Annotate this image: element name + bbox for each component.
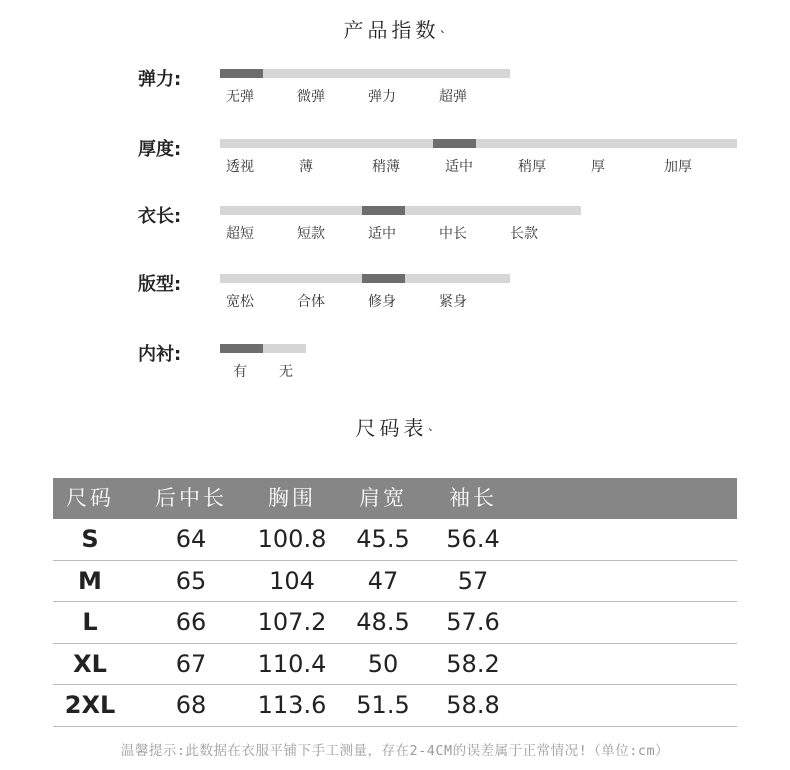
metric-bar-indicator: [362, 206, 405, 215]
size-cell: XL: [73, 649, 107, 678]
measurement-cell: 51.5: [356, 691, 410, 720]
measurement-cell: 110.4: [257, 649, 327, 678]
metric-option-label: 有: [233, 364, 247, 380]
measurement-cell: 57: [457, 566, 489, 595]
metric-label: 版型:: [138, 274, 182, 295]
metric-bar-indicator: [433, 139, 476, 148]
column-header: 尺码: [66, 486, 114, 510]
title-tick-mark: ˎ: [439, 17, 447, 34]
measurement-cell: 50: [367, 649, 399, 678]
metric-bar-track: [220, 274, 510, 283]
measurement-cell: 47: [367, 566, 399, 595]
size-chart-title: [0, 412, 790, 441]
metric-option-label: 薄: [299, 159, 313, 175]
measurement-cell: 100.8: [257, 525, 327, 553]
column-header: 肩宽: [359, 486, 407, 510]
size-title-tick-mark: ˎ: [427, 415, 435, 432]
metric-label: 衣长:: [138, 206, 182, 227]
size-cell: S: [81, 525, 99, 553]
metric-option-label: 稍薄: [372, 159, 400, 175]
metric-option-label: 稍厚: [518, 159, 546, 175]
measurement-cell: 56.4: [446, 525, 500, 553]
table-row: [53, 519, 737, 561]
size-table-body: [53, 519, 737, 727]
table-row: [53, 602, 737, 644]
measurement-cell: 113.6: [257, 691, 327, 720]
metric-option-label: 超弹: [439, 89, 467, 105]
measurement-cell: 68: [175, 691, 207, 720]
product-indices-title-text: 产品指数: [343, 18, 440, 42]
column-header: 袖长: [449, 486, 497, 510]
measurement-cell: 104: [269, 566, 315, 595]
metric-option-label: 适中: [368, 226, 396, 242]
size-table-header: [53, 478, 737, 519]
metric-bar-track: [220, 139, 737, 148]
measurement-cell: 64: [175, 525, 207, 553]
measurement-cell: 58.8: [446, 691, 500, 720]
metric-option-label: 加厚: [664, 159, 692, 175]
product-indices-title: [0, 14, 790, 43]
metric-option-label: 宽松: [226, 294, 254, 310]
metric-bar-indicator: [220, 344, 263, 353]
metric-label: 内衬:: [138, 344, 182, 365]
size-cell: L: [82, 608, 98, 637]
metric-option-label: 合体: [297, 294, 325, 310]
metric-bar-indicator: [362, 274, 405, 283]
table-row: [53, 561, 737, 603]
metric-option-label: 透视: [226, 159, 254, 175]
measurement-cell: 67: [175, 649, 207, 678]
size-table: [53, 478, 737, 727]
metric-label: 弹力:: [138, 69, 182, 90]
metric-option-label: 紧身: [439, 294, 467, 310]
measurement-cell: 58.2: [446, 649, 500, 678]
metric-option-label: 中长: [439, 226, 467, 242]
size-cell: 2XL: [64, 691, 116, 720]
metric-option-label: 短款: [297, 226, 325, 242]
table-row: [53, 685, 737, 727]
metric-option-label: 适中: [445, 159, 473, 175]
measurement-cell: 48.5: [356, 608, 410, 637]
size-cell: M: [78, 566, 102, 595]
metric-option-label: 长款: [510, 226, 538, 242]
metric-option-label: 无: [279, 364, 293, 380]
metric-bar-indicator: [220, 69, 263, 78]
measurement-cell: 57.6: [446, 608, 500, 637]
column-header: 后中长: [155, 486, 227, 510]
metric-option-label: 无弹: [226, 89, 254, 105]
measurement-cell: 65: [175, 566, 207, 595]
metric-option-label: 微弹: [297, 89, 325, 105]
measurement-cell: 107.2: [257, 608, 327, 637]
metric-bar-track: [220, 344, 306, 353]
metric-option-label: 弹力: [368, 89, 396, 105]
metric-bar-track: [220, 206, 581, 215]
table-row: [53, 644, 737, 686]
measurement-cell: 66: [175, 608, 207, 637]
measurement-note: 温馨提示:此数据在衣服平铺下手工测量，存在2-4CM的误差属于正常情况!（单位:cm）: [120, 743, 670, 759]
metric-option-label: 修身: [368, 294, 396, 310]
metric-option-label: 厚: [591, 159, 605, 175]
metric-option-label: 超短: [226, 226, 254, 242]
size-chart-title-text: 尺码表: [355, 416, 428, 440]
column-header: 胸围: [268, 486, 316, 510]
measurement-cell: 45.5: [356, 525, 410, 553]
metric-label: 厚度:: [138, 139, 182, 160]
metric-bar-track: [220, 69, 510, 78]
